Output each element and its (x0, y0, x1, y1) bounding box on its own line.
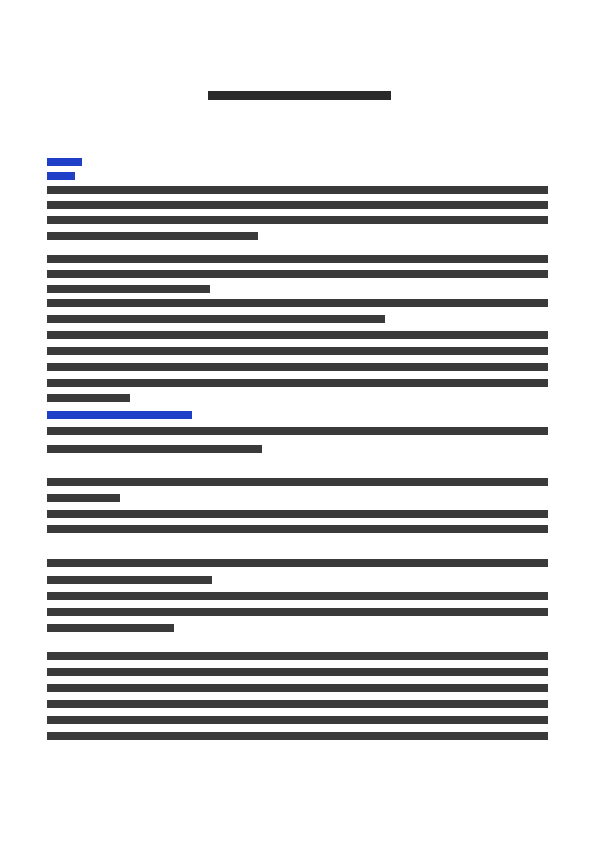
text-line (47, 255, 548, 263)
text-line (47, 592, 548, 600)
document-title (208, 91, 391, 100)
text-line (47, 379, 548, 387)
text-line (47, 299, 548, 307)
section-number (47, 158, 82, 166)
text-line (47, 201, 548, 209)
text-line (47, 331, 548, 339)
text-line (47, 652, 548, 660)
text-line (47, 315, 385, 323)
text-line (47, 494, 120, 502)
text-line (47, 608, 548, 616)
text-line (47, 576, 212, 584)
text-line (47, 624, 174, 632)
text-line (47, 510, 548, 518)
text-line (47, 700, 548, 708)
text-line (47, 394, 130, 402)
text-line (47, 684, 548, 692)
section-heading (47, 172, 75, 180)
text-line (47, 445, 262, 453)
text-line (47, 478, 548, 486)
text-line (47, 285, 210, 293)
text-line (47, 427, 548, 435)
text-line (47, 270, 548, 278)
text-line (47, 186, 548, 194)
sub-heading (47, 411, 192, 419)
text-line (47, 232, 258, 240)
text-line (47, 347, 548, 355)
text-line (47, 716, 548, 724)
text-line (47, 525, 548, 533)
text-line (47, 216, 548, 224)
text-line (47, 732, 548, 740)
text-line (47, 559, 548, 567)
text-line (47, 363, 548, 371)
text-line (47, 668, 548, 676)
